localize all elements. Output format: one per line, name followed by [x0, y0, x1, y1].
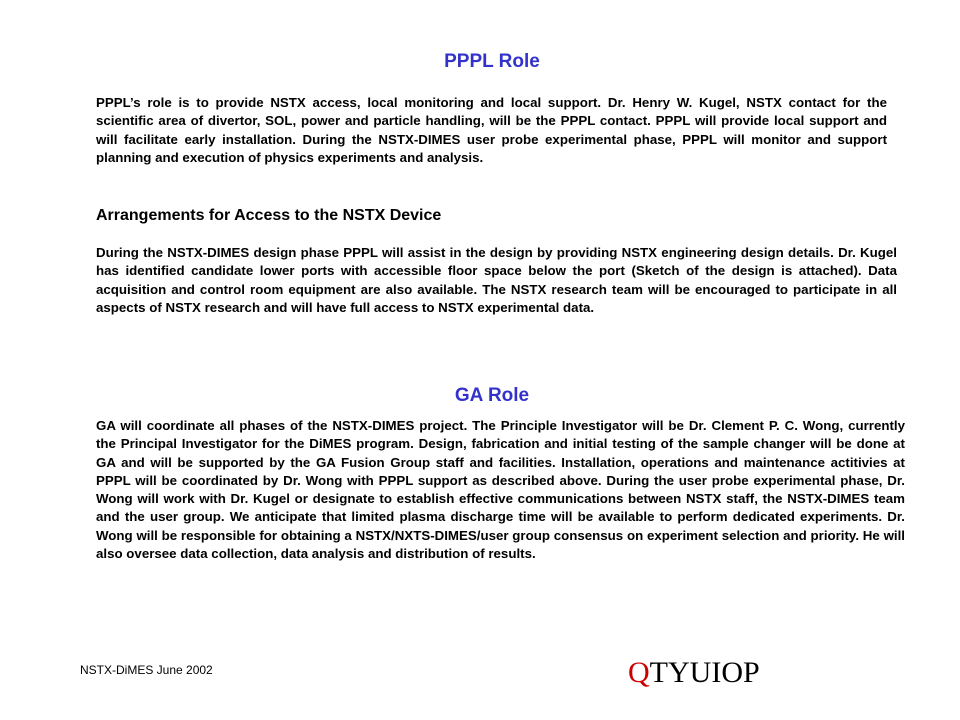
- ga-role-paragraph: GA will coordinate all phases of the NSTX-DIMES project. The Principle Investigator will be Dr. Clement P. C. Wong, currently the Principal Investigator for the DiMES program. Design, fabrication and initial testing of the sample changer will be done at GA and will be supported by the GA Fusion Group staff and facilities. Installation, operations and maintenance actitivies at PPPL will be coordinated by Dr. Wong with PPPL support as described above. During the user probe experimental phase, Dr. Wong will work with Dr. Kugel or designate to establish effective communications between NSTX staff, the NSTX-DIMES team and the user group. We anticipate that limited plasma discharge time will be available to perform dedicated experiments. Dr. Wong will be responsible for obtaining a NSTX/NXTS-DIMES/user group consensus on experiment selection and priority. He will also oversee data collection, data analysis and distribution of results.: [96, 418, 905, 562]
- ga-role-heading: GA Role: [454, 385, 530, 406]
- access-arrangements-paragraph: During the NSTX-DIMES design phase PPPL will assist in the design by providing NSTX engineering design details. Dr. Kugel has identified candidate lower ports with accessible floor space below the port (Sketch of the design is attached). Data acquisition and control room equipment are also available. The NSTX research team will be encouraged to participate in all aspects of NSTX research and will have full access to NSTX experimental data.: [96, 245, 897, 315]
- footer-text: NSTX-DiMES June 2002: [80, 663, 213, 677]
- pppl-role-paragraph: PPPL’s role is to provide NSTX access, local monitoring and local support. Dr. Henry W. Kugel, NSTX contact for the scientific area of divertor, SOL, power and particle handling, will be the PPPL contact. PPPL will provide local support and will facilitate early installation. During the NSTX-DIMES user probe experimental phase, PPPL will monitor and support planning and execution of physics experiments and analysis.: [96, 95, 887, 165]
- access-arrangements-heading: Arrangements for Access to the NSTX Device: [96, 207, 442, 224]
- logo-rest-letters: TYUIOP: [649, 656, 760, 689]
- logo-first-letter: Q: [628, 656, 650, 689]
- organization-logo: [628, 656, 760, 690]
- pppl-role-heading: PPPL Role: [444, 51, 540, 72]
